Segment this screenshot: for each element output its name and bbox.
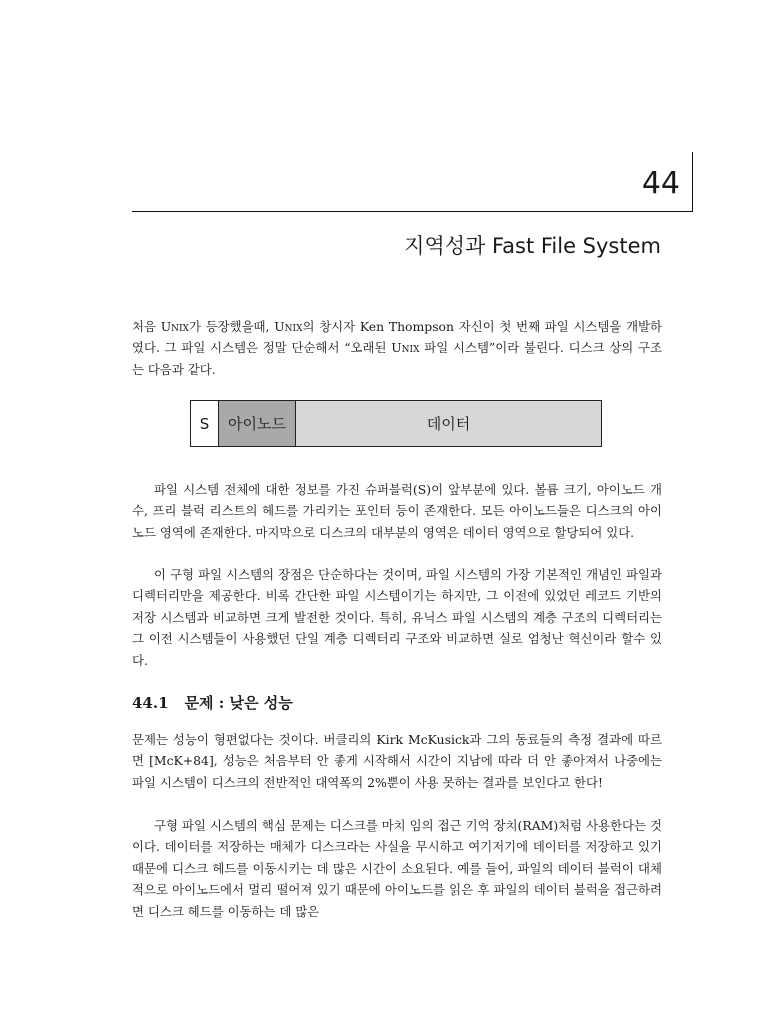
unix-term: Unix [391,340,420,356]
section-paragraph-2: 구형 파일 시스템의 핵심 문제는 디스크를 마치 임의 접근 기억 장치(RAM)처럼 사용한다는 것이다. 데이터를 저장하는 매체가 디스크라는 사실을 무시하고 여기저기에 데이터를 저장하고 있기 때문에 디스크 헤드를 이동시키는 데 많은 시간이 소요된다. 예를 들어, 파일의 데이터 블럭이 대체적으로 아이노드에서 멀리 떨어져 있기 때문에 아이노드를 읽은 후 파일의 데이터 블럭을 접근하려면 디스크 헤드를 이동하는 데 많은 [132,818,662,919]
chapter-horizontal-rule [132,211,693,212]
section-heading [132,692,293,714]
section-paragraph-1: 문제는 성능이 형편없다는 것이다. 버클리의 Kirk McKusick과 그의 동료들의 측정 결과에 따르면 [McK+84], 성능은 처음부터 안 좋게 시작해서 시간이 지남에 따라 더 안 좋아져서 나중에는 파일 시스템이 디스크의 전반적인 대역폭의 2%뿐이 사용 못하는 결과를 보인다고 한다! [132,732,662,790]
inode-segment: 아이노드 [219,401,296,446]
unix-term: Unix [274,319,303,334]
chapter-vertical-rule [692,152,693,212]
chapter-title: 지역성과 Fast File System [404,234,661,258]
data-segment: 데이터 [296,401,601,446]
chapter-number: 44 [641,166,680,201]
disk-layout-diagram [190,400,602,447]
unix-term: Unix [160,319,189,334]
body-paragraph-1: 파일 시스템 전체에 대한 정보를 가진 슈퍼블럭(S)이 앞부분에 있다. 볼륨 크기, 아이노드 개수, 프리 블럭 리스트의 헤드를 가리키는 포인터 등이 존재한다. 모든 아이노드들은 디스크의 아이노드 영역에 존재한다. 마지막으로 디스크의 대부분의 영역은 데이터 영역으로 할당되어 있다. [132,482,662,540]
superblock-segment: S [191,401,219,446]
section-number: 44.1 [132,694,169,712]
body-paragraph-2: 이 구형 파일 시스템의 장점은 단순하다는 것이며, 파일 시스템의 가장 기본적인 개념인 파일과 디렉터리만을 제공한다. 비록 간단한 파일 시스템이기는 하지만, 그 이전에 있었던 레코드 기반의 저장 시스템과 비교하면 크게 발전한 것이다. 특히, 유닉스 파일 시스템의 계층 구조의 디렉터리는 그 이전 시스템들이 사용했던 단일 계층 디렉터리 구조와 비교하면 실로 엄청난 혁신이라 할수 있다. [132,567,662,668]
intro-paragraph: 처음 Unix가 등장했을때, Unix의 창시자 Ken Thompson 자신이 첫 번째 파일 시스템을 개발하였다. 그 파일 시스템은 정말 단순해서 “오래된 Unix 파일 시스템”이라 불린다. 디스크 상의 구조는 다음과 같다. [132,319,662,377]
section-title: 문제 : 낮은 성능 [184,694,293,712]
